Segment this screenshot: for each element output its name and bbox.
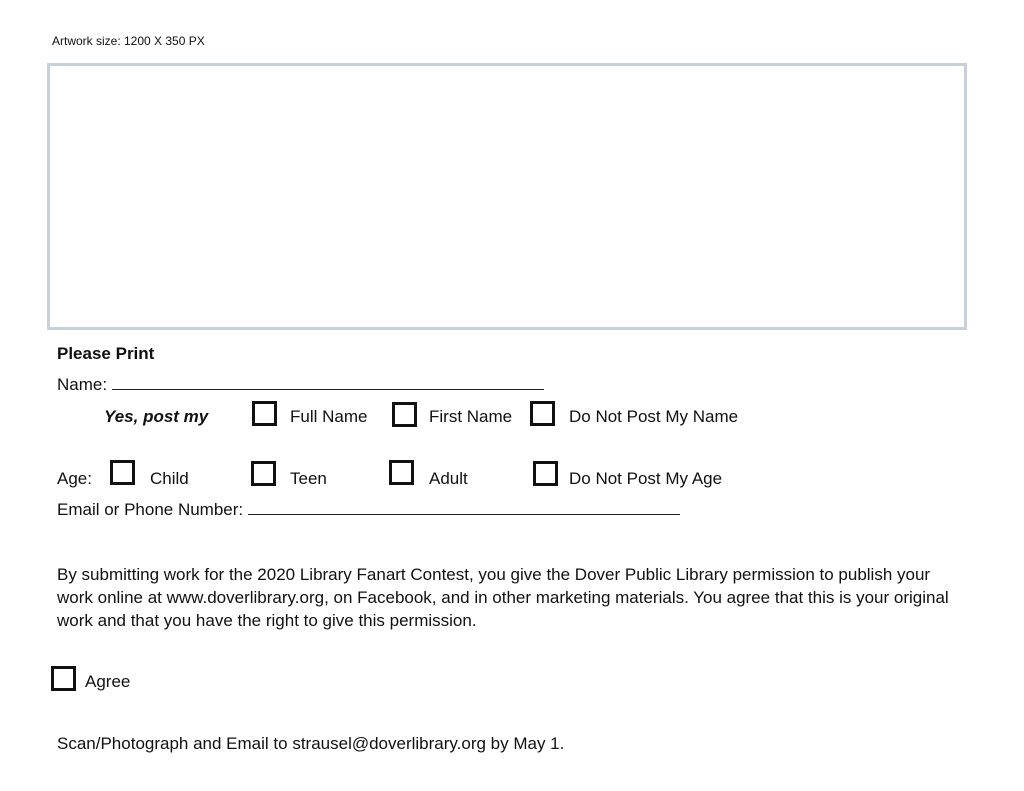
full-name-label: Full Name — [290, 407, 368, 426]
teen-checkbox[interactable] — [251, 461, 276, 486]
name-field[interactable] — [112, 375, 544, 390]
adult-checkbox[interactable] — [389, 460, 414, 485]
adult-label: Adult — [429, 469, 468, 488]
agree-checkbox[interactable] — [51, 666, 76, 691]
agree-label: Agree — [85, 672, 131, 691]
child-checkbox[interactable] — [110, 460, 135, 485]
child-label: Child — [150, 469, 189, 488]
name-label: Name: — [57, 375, 108, 394]
do-not-post-age-label: Do Not Post My Age — [569, 469, 723, 488]
section-title: Please Print — [57, 344, 155, 363]
consent-text: By submitting work for the 2020 Library Fanart Contest, you give the Dover Public Library permission to publish your work online at www.doverlibrary.org, on Facebook, and in other marketing materials. You agree that this is your original work and that you have the right to give this permission. — [57, 565, 949, 630]
contact-field[interactable] — [248, 500, 680, 515]
contact-label: Email or Phone Number: — [57, 500, 244, 519]
age-label: Age: — [57, 469, 92, 488]
do-not-post-name-label: Do Not Post My Name — [569, 407, 739, 426]
first-name-label: First Name — [429, 407, 513, 426]
artwork-area[interactable] — [47, 63, 967, 330]
do-not-post-name-checkbox[interactable] — [530, 401, 555, 426]
contact-row — [57, 500, 680, 520]
do-not-post-age-checkbox[interactable] — [533, 461, 558, 486]
full-name-checkbox[interactable] — [252, 401, 277, 426]
post-name-prompt: Yes, post my — [104, 407, 209, 426]
artwork-size-note: Artwork size: 1200 X 350 PX — [52, 34, 205, 48]
submission-instructions: Scan/Photograph and Email to strausel@doverlibrary.org by May 1. — [57, 734, 565, 753]
name-row — [57, 375, 544, 395]
teen-label: Teen — [290, 469, 327, 488]
first-name-checkbox[interactable] — [392, 402, 417, 427]
